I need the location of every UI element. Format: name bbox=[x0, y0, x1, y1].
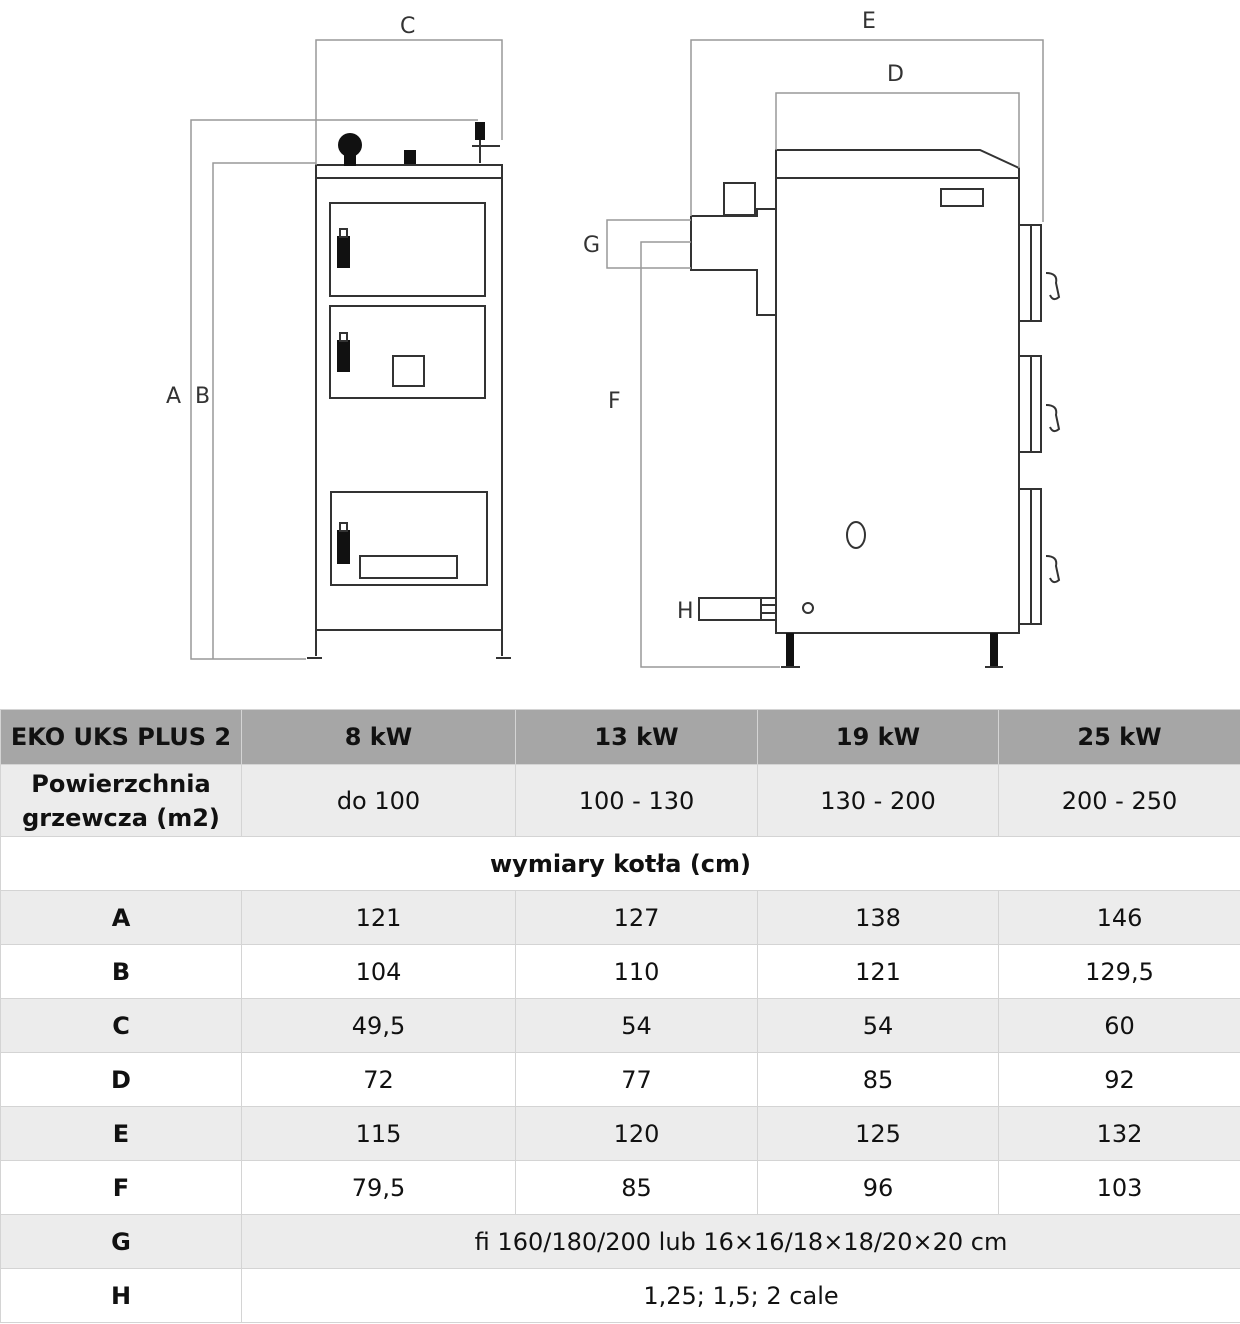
power-19kw: 19 kW bbox=[758, 710, 999, 765]
heating-area-label-line1: Powierzchnia bbox=[31, 769, 211, 798]
power-25kw: 25 kW bbox=[999, 710, 1240, 765]
label-f: F bbox=[608, 389, 621, 414]
row-label: A bbox=[1, 891, 242, 945]
side-view bbox=[691, 150, 1059, 667]
table-cell: 125 bbox=[758, 1107, 999, 1161]
label-h: H bbox=[677, 599, 694, 624]
power-13kw: 13 kW bbox=[516, 710, 758, 765]
table-cell: 77 bbox=[516, 1053, 758, 1107]
table-cell: 120 bbox=[516, 1107, 758, 1161]
table-cell: 121 bbox=[758, 945, 999, 999]
row-label: D bbox=[1, 1053, 242, 1107]
heating-area-label-line2: grzewcza (m2) bbox=[22, 803, 220, 832]
power-8kw: 8 kW bbox=[242, 710, 516, 765]
table-cell: 54 bbox=[516, 999, 758, 1053]
table-row bbox=[1, 945, 1240, 999]
specification-table bbox=[0, 709, 1240, 1323]
table-cell: 96 bbox=[758, 1161, 999, 1215]
row-label: E bbox=[1, 1107, 242, 1161]
label-c: C bbox=[400, 14, 416, 39]
table-cell: 54 bbox=[758, 999, 999, 1053]
row-label: H bbox=[1, 1269, 242, 1323]
front-view bbox=[307, 122, 511, 658]
model-name: EKO UKS PLUS 2 bbox=[1, 710, 242, 765]
side-dimension-lines bbox=[607, 40, 1043, 667]
label-g: G bbox=[583, 233, 601, 258]
label-e: E bbox=[862, 9, 876, 34]
table-row bbox=[1, 1161, 1240, 1215]
label-b: B bbox=[195, 384, 211, 409]
table-cell: fi 160/180/200 lub 16×16/18×18/20×20 cm bbox=[242, 1215, 1240, 1269]
table-cell: 130 - 200 bbox=[758, 765, 999, 837]
table-cell: 138 bbox=[758, 891, 999, 945]
row-label: G bbox=[1, 1215, 242, 1269]
table-cell: 127 bbox=[516, 891, 758, 945]
table-cell: 129,5 bbox=[999, 945, 1240, 999]
table-cell: 132 bbox=[999, 1107, 1240, 1161]
table-cell: 60 bbox=[999, 999, 1240, 1053]
table-cell: 121 bbox=[242, 891, 516, 945]
table-cell: do 100 bbox=[242, 765, 516, 837]
table-cell: 104 bbox=[242, 945, 516, 999]
table-cell: 92 bbox=[999, 1053, 1240, 1107]
table-cell: 1,25; 1,5; 2 cale bbox=[242, 1269, 1240, 1323]
table-cell: 49,5 bbox=[242, 999, 516, 1053]
table-row bbox=[1, 1053, 1240, 1107]
table-row bbox=[1, 999, 1240, 1053]
label-d: D bbox=[887, 62, 904, 87]
table-row bbox=[1, 891, 1240, 945]
table-cell: 115 bbox=[242, 1107, 516, 1161]
table-header-row bbox=[1, 710, 1240, 765]
table-cell: 79,5 bbox=[242, 1161, 516, 1215]
row-label: F bbox=[1, 1161, 242, 1215]
table-cell: 100 - 130 bbox=[516, 765, 758, 837]
row-label: C bbox=[1, 999, 242, 1053]
label-a: A bbox=[166, 384, 182, 409]
table-cell: 85 bbox=[758, 1053, 999, 1107]
table-cell: 85 bbox=[516, 1161, 758, 1215]
row-label: B bbox=[1, 945, 242, 999]
table-cell: 200 - 250 bbox=[999, 765, 1240, 837]
dimensions-caption: wymiary kotła (cm) bbox=[1, 837, 1240, 891]
heating-area-row bbox=[1, 765, 1240, 837]
table-row bbox=[1, 1269, 1240, 1323]
dimensions-caption-row bbox=[1, 837, 1240, 891]
table-row bbox=[1, 1107, 1240, 1161]
table-row bbox=[1, 1215, 1240, 1269]
heating-area-label bbox=[1, 765, 242, 837]
table-cell: 72 bbox=[242, 1053, 516, 1107]
table-cell: 146 bbox=[999, 891, 1240, 945]
table-cell: 110 bbox=[516, 945, 758, 999]
table-cell: 103 bbox=[999, 1161, 1240, 1215]
